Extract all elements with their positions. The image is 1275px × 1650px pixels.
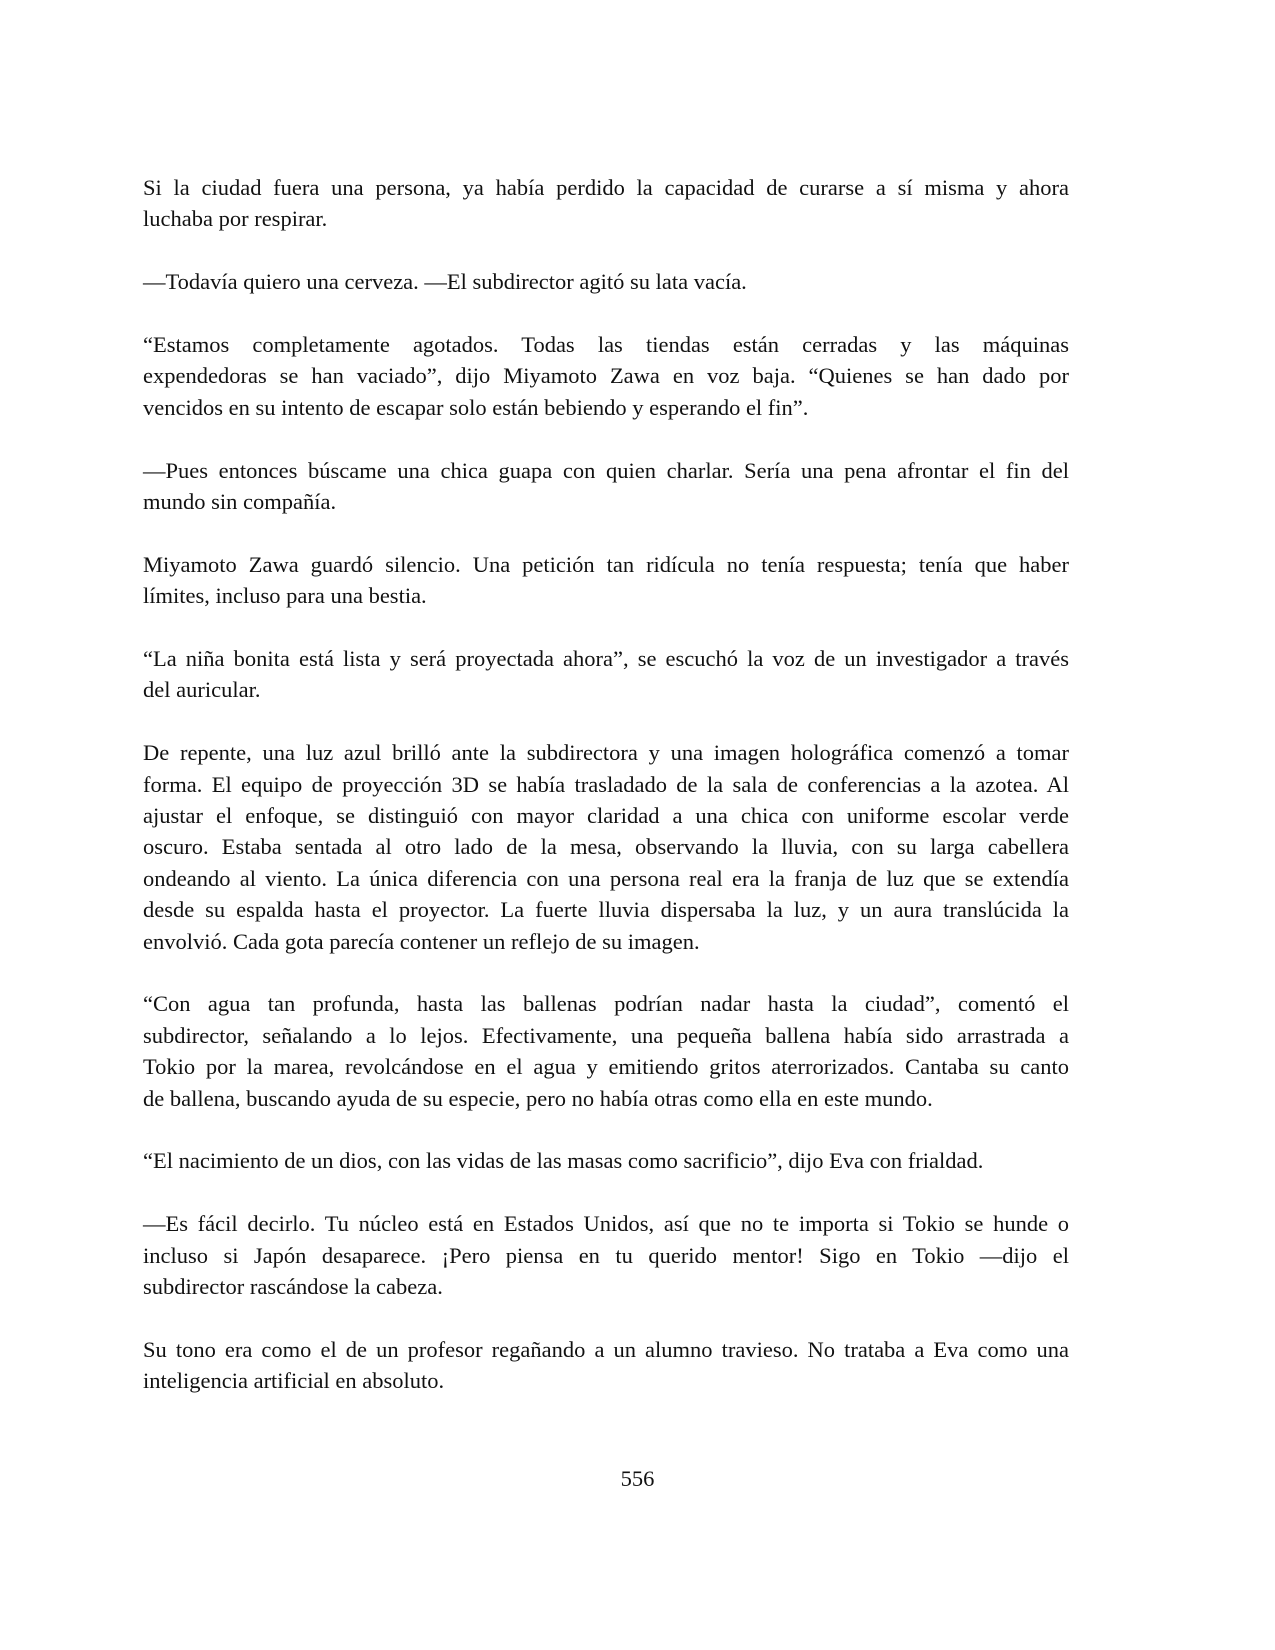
text-line: Miyamoto Zawa guardó silencio. Una petición tan ridícula no tenía respuesta; tenía que haber	[143, 551, 1069, 577]
paragraph	[143, 1334, 1069, 1397]
text-line: mundo sin compañía.	[143, 489, 337, 515]
text-line: luchaba por respirar.	[143, 206, 328, 232]
text-line: límites, incluso para una bestia.	[143, 583, 427, 609]
text-line: —Todavía quiero una cerveza. —El subdirector agitó su lata vacía.	[143, 269, 747, 295]
text-line: Su tono era como el de un profesor regañando a un alumno travieso. No trataba a Eva como una	[143, 1336, 1069, 1362]
text-line: oscuro. Estaba sentada al otro lado de la mesa, observando la lluvia, con su larga cabellera	[143, 834, 1069, 860]
text-line: De repente, una luz azul brilló ante la subdirectora y una imagen holográfica comenzó a tomar	[143, 740, 1069, 766]
text-line: subdirector rascándose la cabeza.	[143, 1274, 443, 1300]
text-line: expendedoras se han vaciado”, dijo Miyamoto Zawa en voz baja. “Quienes se han dado por	[143, 363, 1069, 389]
text-line: —Es fácil decirlo. Tu núcleo está en Estados Unidos, así que no te importa si Tokio se hunde o	[143, 1211, 1069, 1237]
text-line: ondeando al viento. La única diferencia con una persona real era la franja de luz que se extendía	[143, 865, 1069, 891]
text-line: Si la ciudad fuera una persona, ya había perdido la capacidad de curarse a sí misma y ahora	[143, 175, 1069, 200]
paragraph	[143, 266, 1069, 297]
text-line: “Estamos completamente agotados. Todas las tiendas están cerradas y las máquinas	[143, 332, 1069, 357]
text-line: desde su espalda hasta el proyector. La fuerte lluvia dispersaba la luz, y un aura translúcida la	[143, 897, 1069, 923]
paragraph	[143, 172, 1069, 235]
text-line: “Con agua tan profunda, hasta las ballenas podrían nadar hasta la ciudad”, comentó el	[143, 991, 1069, 1017]
paragraph	[143, 549, 1069, 612]
paragraph	[143, 1208, 1069, 1302]
text-line: “El nacimiento de un dios, con las vidas de las masas como sacrificio”, dijo Eva con frialdad.	[143, 1148, 984, 1174]
text-line: vencidos en su intento de escapar solo están bebiendo y esperando el fin”.	[143, 394, 809, 420]
text-line: inteligencia artificial en absoluto.	[143, 1368, 445, 1394]
paragraph	[143, 643, 1069, 706]
text-line: del auricular.	[143, 677, 261, 703]
paragraph	[143, 455, 1069, 518]
paragraph	[143, 329, 1069, 423]
text-line: “La niña bonita está lista y será proyectada ahora”, se escuchó la voz de un investigador a través	[143, 646, 1069, 672]
text-line: —Pues entonces búscame una chica guapa con quien charlar. Sería una pena afrontar el fin del	[143, 457, 1069, 483]
text-line: ajustar el enfoque, se distinguió con mayor claridad a una chica con uniforme escolar verde	[143, 803, 1069, 829]
paragraph	[143, 737, 1069, 957]
text-line: de ballena, buscando ayuda de su especie, pero no había otras como ella en este mundo.	[143, 1085, 933, 1111]
text-line: forma. El equipo de proyección 3D se había trasladado de la sala de conferencias a la azotea. Al	[143, 771, 1069, 797]
paragraph	[143, 988, 1069, 1114]
text-line: subdirector, señalando a lo lejos. Efectivamente, una pequeña ballena había sido arrastrada a	[143, 1022, 1069, 1048]
paragraph	[143, 1145, 1069, 1176]
page-number: 556	[620, 1466, 655, 1491]
text-line: Tokio por la marea, revolcándose en el agua y emitiendo gritos aterrorizados. Cantaba su canto	[143, 1054, 1069, 1080]
text-line: envolvió. Cada gota parecía contener un reflejo de su imagen.	[143, 928, 700, 954]
body-text	[143, 172, 1069, 1428]
text-line: incluso si Japón desaparece. ¡Pero piensa en tu querido mentor! Sigo en Tokio —dijo el	[143, 1242, 1069, 1268]
